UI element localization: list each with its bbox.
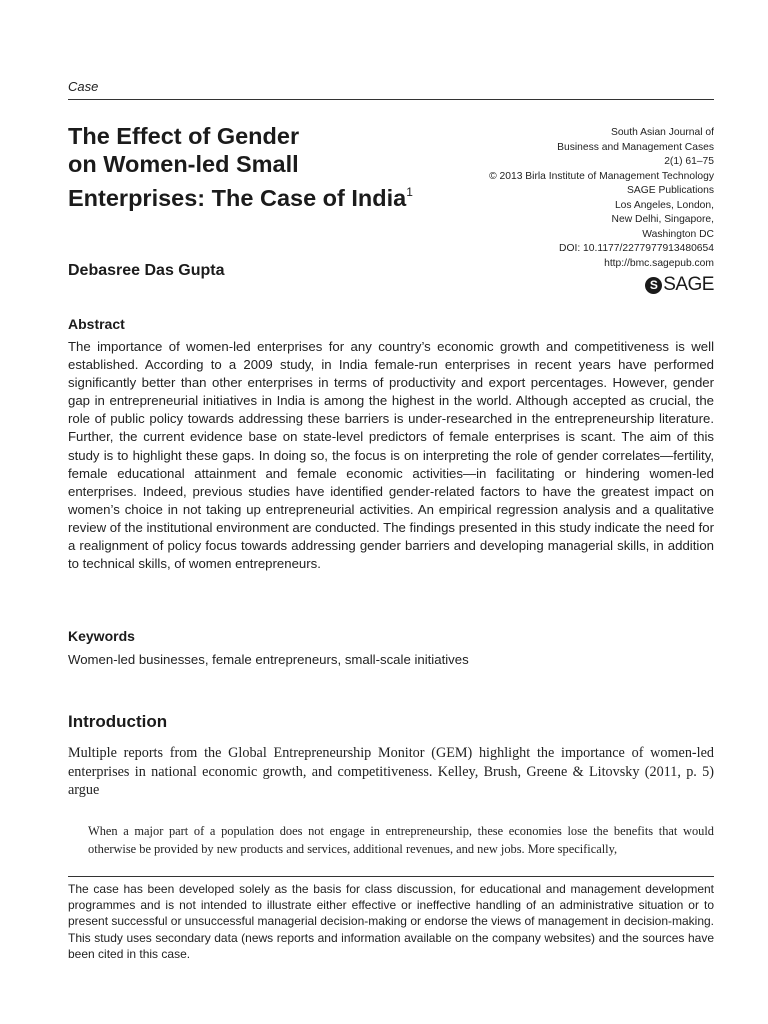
journal-url[interactable]: http://bmc.sagepub.com bbox=[604, 257, 714, 269]
title-line-2: on Women-led Small bbox=[68, 151, 299, 177]
title-line-1: The Effect of Gender bbox=[68, 123, 300, 149]
journal-copyright: © 2013 Birla Institute of Management Technology bbox=[489, 170, 714, 182]
section-label: Case bbox=[68, 79, 99, 94]
journal-meta bbox=[414, 126, 714, 271]
journal-locations-2: New Delhi, Singapore, bbox=[611, 214, 714, 225]
header-rule bbox=[68, 99, 714, 100]
keywords-heading: Keywords bbox=[68, 628, 135, 644]
journal-publisher: SAGE Publications bbox=[627, 185, 714, 196]
title-line-3: Enterprises: The Case of India bbox=[68, 185, 407, 211]
keywords-text: Women-led businesses, female entrepreneurs, small-scale initiatives bbox=[68, 652, 469, 667]
sage-logo-icon: S bbox=[645, 277, 662, 294]
abstract-heading: Abstract bbox=[68, 316, 125, 332]
journal-issue: 2(1) 61–75 bbox=[664, 156, 714, 167]
footnote-text: The case has been developed solely as the basis for class discussion, for educational and management development programmes and is not intended to illustrate either effective or ineffective handling of an administrative situation or to present successful or unsuccessful managerial decision-making or endorse the views of management in decision-making. This study uses secondary data (news reports and information available on the company websites) and the sources have been cited in this case. bbox=[68, 882, 714, 961]
abstract-text: The importance of women-led enterprises for any country’s economic growth and competitiveness is well established. According to a 2009 study, in India female-run enterprises in recent years have performed significantly better than other enterprises in terms of productivity and export percentages. However, gender gap in entrepreneurial initiatives in India is among the highest in the world. Although accepted as crucial, the role of public policy towards addressing these barriers is under-researched in the entrepreneurship literature. Further, the current evidence base on state-level predictors of female enterprises is scant. The aim of this study is to highlight these gaps. In doing so, the focus is on interpreting the role of gender correlates—fertility, female educational attainment and female economic activities—in facilitating or hindering women-led enterprises. Indeed, previous studies have identified gender-related factors to have the greatest impact on women’s choice in not taking up entrepreneurial activities. An empirical regression analysis and a qualitative review of the institutional environment are conducted. The findings presented in this study indicate the need for a realignment of policy focus towards addressing gender barriers and developing managerial skills, in addition to technical skills, of women entrepreneurs. bbox=[68, 339, 714, 572]
sage-logo-text: SAGE bbox=[663, 274, 714, 295]
title-footnote-marker: 1 bbox=[406, 185, 413, 199]
journal-locations-3: Washington DC bbox=[642, 228, 714, 240]
sage-logo bbox=[645, 274, 714, 296]
introduction-heading: Introduction bbox=[68, 712, 168, 731]
block-quote: When a major part of a population does not engage in entrepreneurship, these economies lose the benefits that would otherwise be provided by new products and services, additional revenues, and new jobs. More specifically, bbox=[88, 824, 714, 856]
footnote-rule bbox=[68, 876, 714, 877]
introduction-paragraph: Multiple reports from the Global Entrepreneurship Monitor (GEM) highlight the importance of women-led enterprises in national economic growth, and competitiveness. Kelley, Brush, Greene & Litovsky (2011, p. 5) argue bbox=[68, 745, 714, 798]
journal-doi[interactable]: DOI: 10.1177/2277977913480654 bbox=[559, 243, 714, 254]
journal-name-line-2: Business and Management Cases bbox=[557, 141, 714, 153]
journal-locations-1: Los Angeles, London, bbox=[614, 199, 714, 211]
journal-name-line-1: South Asian Journal of bbox=[610, 127, 714, 138]
author-name: Debasree Das Gupta bbox=[68, 262, 225, 279]
article-title bbox=[68, 122, 448, 212]
